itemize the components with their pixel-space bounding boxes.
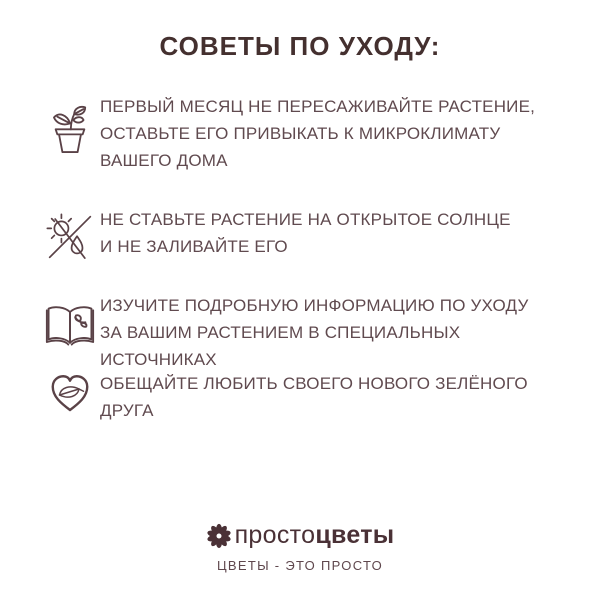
heart-leaf-icon bbox=[40, 366, 100, 416]
tip-line: И НЕ ЗАЛИВАЙТЕ ЕГО bbox=[100, 237, 288, 256]
tip-line: НЕ СТАВЬТЕ РАСТЕНИЕ НА ОТКРЫТОЕ СОЛНЦЕ bbox=[100, 210, 511, 229]
brand-name-suffix: цветы bbox=[315, 521, 395, 549]
flower-logo-icon bbox=[206, 523, 232, 549]
tip-line: ПЕРВЫЙ МЕСЯЦ НЕ ПЕРЕСАЖИВАЙТЕ РАСТЕНИЕ, bbox=[100, 97, 536, 116]
potted-plant-icon bbox=[40, 93, 100, 160]
tip-line: ОБЕЩАЙТЕ ЛЮБИТЬ СВОЕГО НОВОГО ЗЕЛЁНОГО ДРУГА bbox=[100, 374, 528, 420]
tip-text bbox=[100, 206, 511, 260]
tip-text bbox=[100, 93, 535, 174]
brand-tagline: ЦВЕТЫ - ЭТО ПРОСТО bbox=[216, 557, 384, 573]
tip-line: ЗА ВАШИМ РАСТЕНИЕМ В СПЕЦИАЛЬНЫХ ИСТОЧНИКАХ bbox=[100, 323, 461, 369]
tip-text bbox=[100, 370, 580, 424]
tip-line: ИЗУЧИТЕ ПОДРОБНУЮ ИНФОРМАЦИЮ ПО УХОДУ bbox=[100, 296, 529, 315]
tip-line: ОСТАВЬТЕ ЕГО ПРИВЫКАТЬ К МИКРОКЛИМАТУ bbox=[100, 124, 501, 143]
brand-name bbox=[235, 521, 395, 550]
brand-name-prefix: просто bbox=[234, 521, 316, 549]
footer-brand-block bbox=[0, 521, 600, 573]
tip-item-no-sun bbox=[40, 206, 580, 262]
no-sun-no-overwatering-icon bbox=[40, 206, 100, 262]
brand-row bbox=[206, 521, 395, 550]
tip-line: ВАШЕГО ДОМА bbox=[100, 151, 228, 170]
open-book-icon bbox=[40, 292, 100, 348]
tip-item-love-plant bbox=[40, 366, 580, 424]
tip-item-read-sources bbox=[40, 292, 580, 373]
tip-item-repotting bbox=[40, 93, 580, 174]
page-title: СОВЕТЫ ПО УХОДУ: bbox=[159, 31, 441, 61]
tip-text bbox=[100, 292, 580, 373]
